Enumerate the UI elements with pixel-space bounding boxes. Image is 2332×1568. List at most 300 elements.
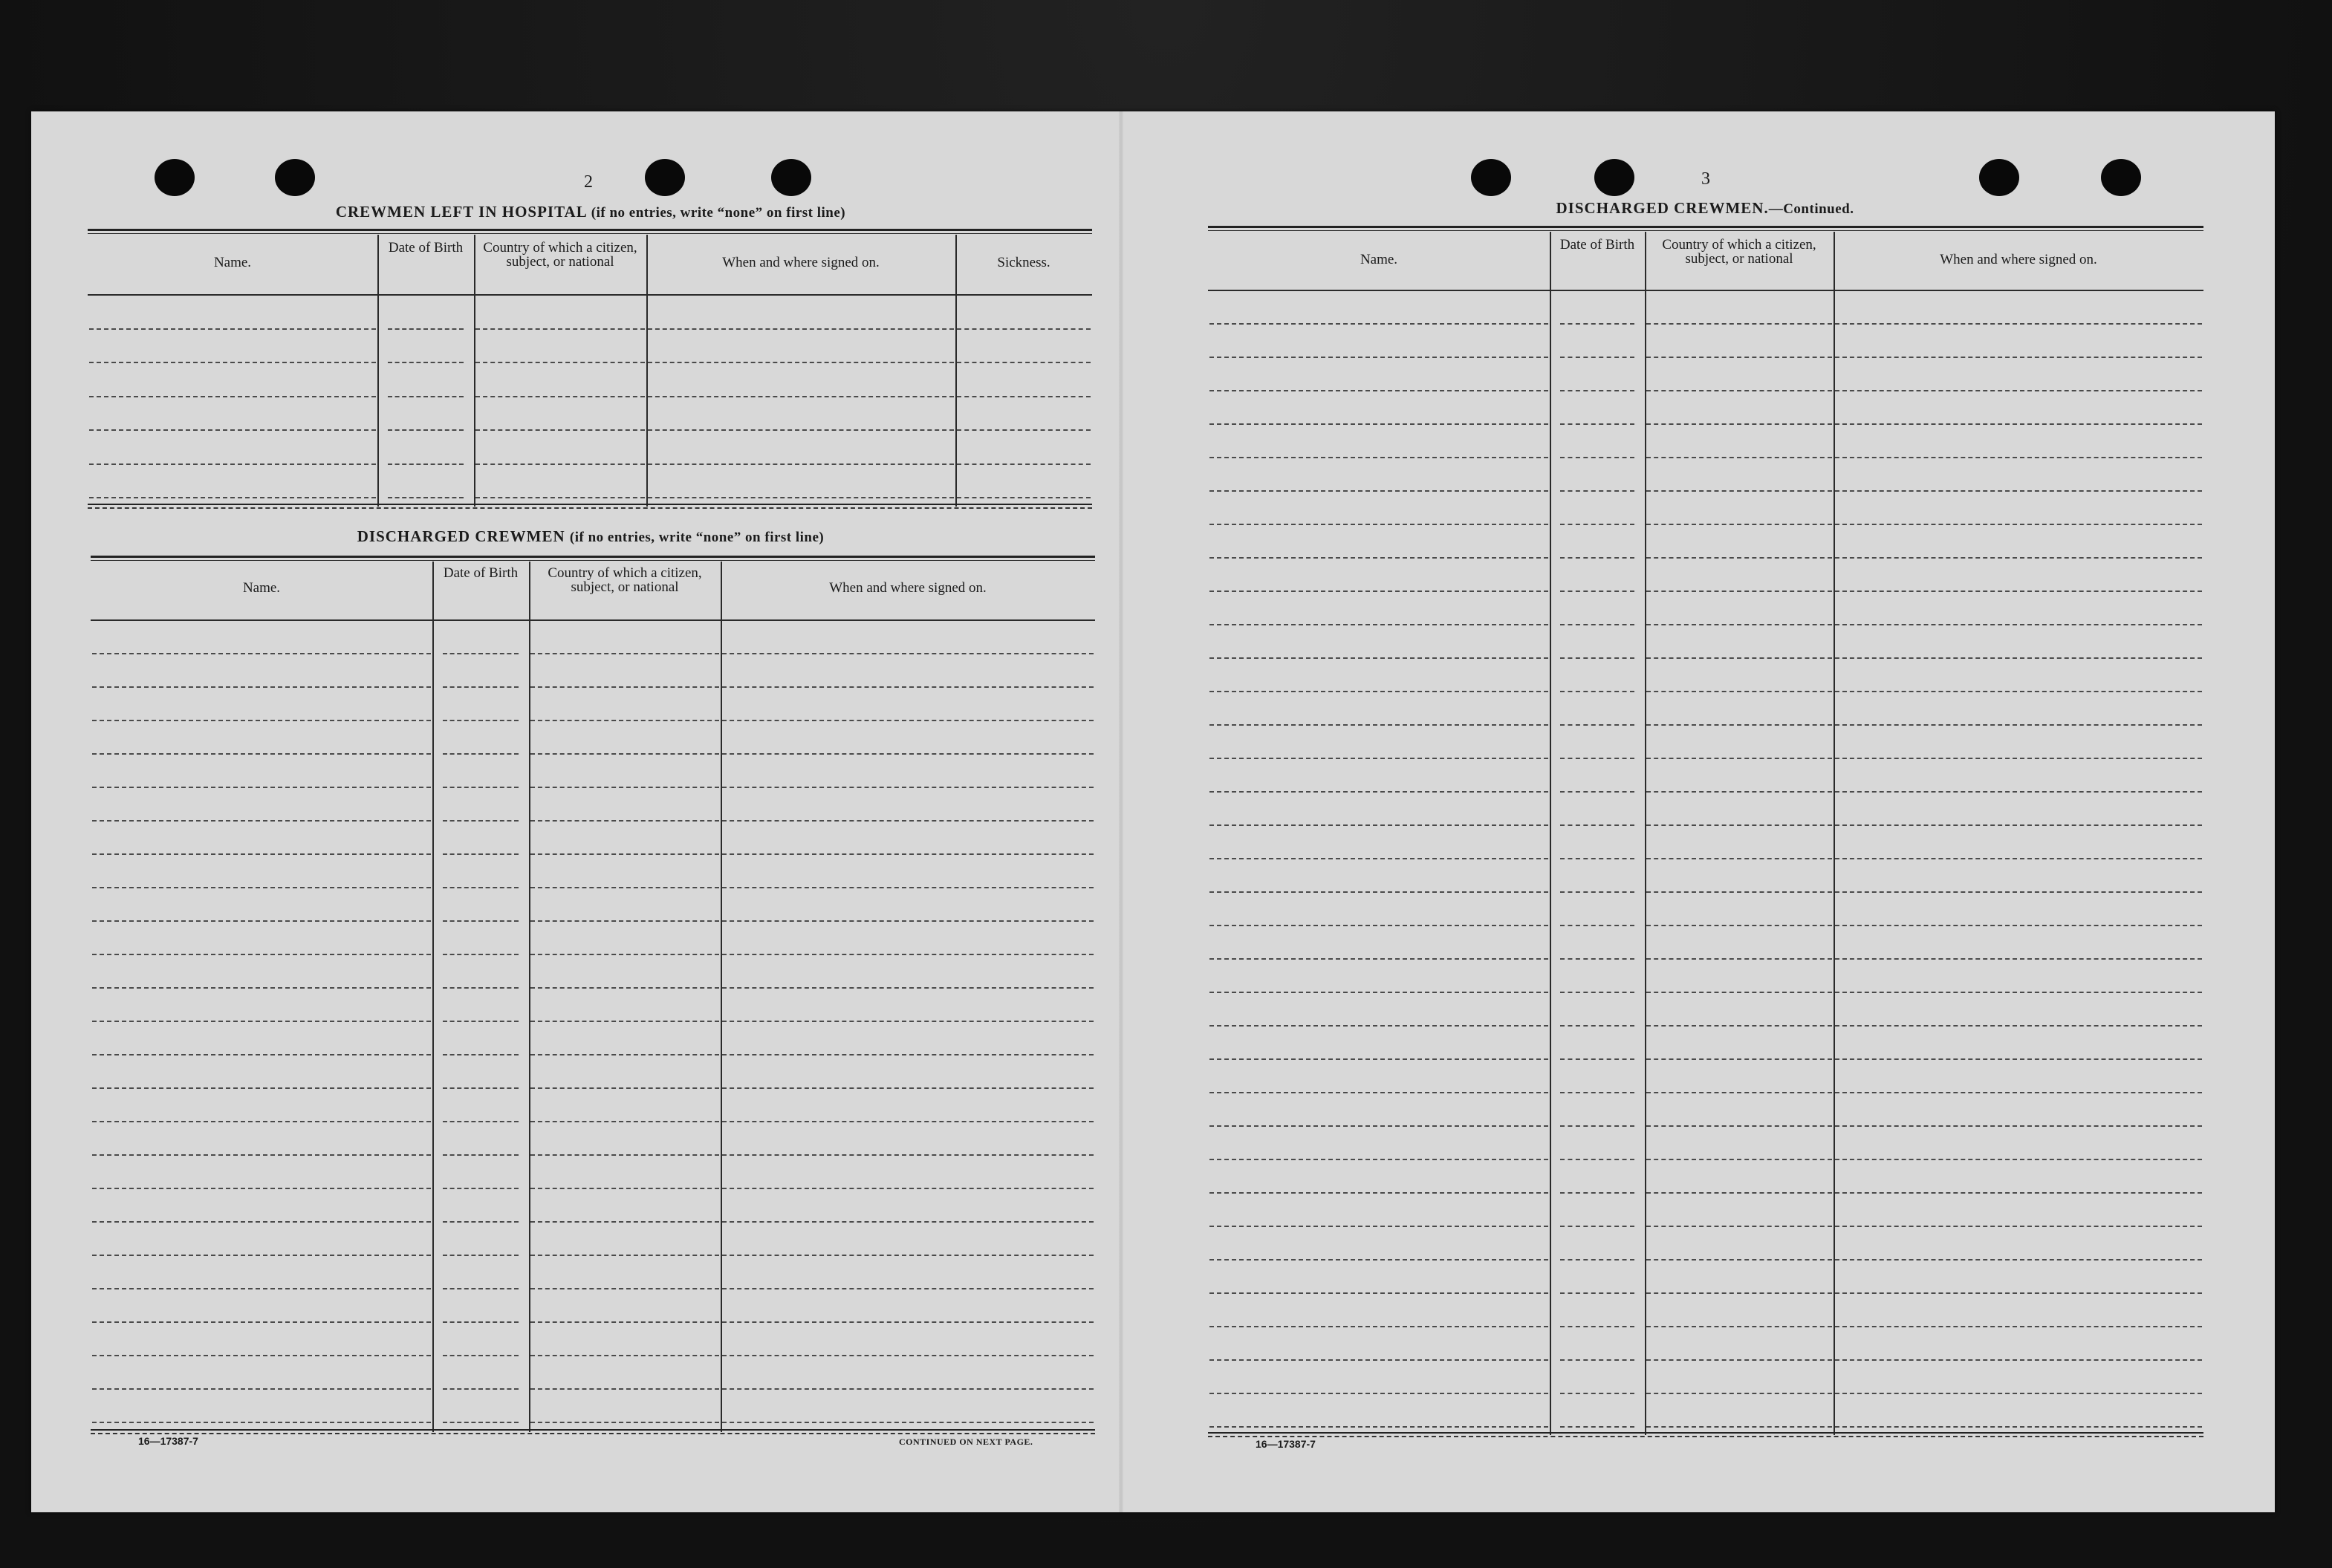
column-header-signed-on: When and where signed on. (1940, 252, 2097, 267)
entry-line[interactable] (722, 853, 1094, 855)
entry-line[interactable] (1835, 1058, 2202, 1060)
entry-line[interactable] (1646, 1025, 1832, 1027)
entry-line[interactable] (1646, 824, 1832, 826)
entry-line[interactable] (475, 328, 645, 330)
entry-line[interactable] (1209, 1359, 1548, 1361)
entry-line[interactable] (92, 1321, 431, 1323)
entry-line[interactable] (1646, 490, 1832, 492)
entry-line[interactable] (443, 954, 519, 955)
entry-line[interactable] (1560, 457, 1634, 458)
entry-line[interactable] (475, 396, 645, 397)
entry-line[interactable] (530, 1087, 719, 1089)
entry-line[interactable] (92, 686, 431, 688)
entry-line[interactable] (388, 497, 464, 498)
entry-line[interactable] (443, 1355, 519, 1356)
entry-line[interactable] (443, 1021, 519, 1022)
entry-line[interactable] (475, 463, 645, 465)
entry-line[interactable] (1209, 1125, 1548, 1127)
entry-line[interactable] (722, 686, 1094, 688)
entry-line[interactable] (1560, 1058, 1634, 1060)
column-divider (1834, 232, 1835, 1435)
entry-line[interactable] (1560, 423, 1634, 425)
entry-line[interactable] (92, 787, 431, 788)
entry-line[interactable] (1835, 992, 2202, 993)
entry-line[interactable] (443, 1255, 519, 1256)
entry-line[interactable] (1209, 791, 1548, 793)
entry-line[interactable] (530, 987, 719, 989)
entry-line[interactable] (1560, 1292, 1634, 1294)
continued-title-text: DISCHARGED CREWMEN. (1556, 199, 1769, 217)
entry-line[interactable] (1209, 557, 1548, 559)
column-divider (955, 235, 957, 507)
entry-line[interactable] (443, 686, 519, 688)
entry-line[interactable] (1646, 691, 1832, 692)
entry-line[interactable] (1560, 858, 1634, 859)
entry-line[interactable] (722, 787, 1094, 788)
entry-line[interactable] (1835, 958, 2202, 960)
entry-line[interactable] (1835, 858, 2202, 859)
entry-line[interactable] (1646, 791, 1832, 793)
entry-line[interactable] (1209, 1326, 1548, 1327)
entry-line[interactable] (1646, 992, 1832, 993)
entry-line[interactable] (722, 1355, 1094, 1356)
entry-line[interactable] (92, 720, 431, 721)
entry-line[interactable] (1646, 1359, 1832, 1361)
hospital-title-note: (if no entries, write “none” on first line) (591, 205, 846, 221)
entry-line[interactable] (530, 653, 719, 654)
entry-line[interactable] (388, 463, 464, 465)
entry-line[interactable] (1560, 1125, 1634, 1127)
entry-line[interactable] (92, 1154, 431, 1156)
column-header-sickness: Sickness. (997, 255, 1050, 270)
entry-line[interactable] (722, 1121, 1094, 1122)
entry-line[interactable] (1835, 791, 2202, 793)
entry-line[interactable] (89, 362, 376, 363)
entry-line[interactable] (1835, 824, 2202, 826)
entry-line[interactable] (530, 887, 719, 888)
entry-line[interactable] (1560, 1192, 1634, 1194)
entry-line[interactable] (1835, 1326, 2202, 1327)
entry-line[interactable] (1560, 891, 1634, 893)
entry-line[interactable] (1646, 557, 1832, 559)
entry-line[interactable] (1835, 557, 2202, 559)
entry-line[interactable] (92, 920, 431, 922)
entry-line[interactable] (92, 653, 431, 654)
entry-line[interactable] (1835, 925, 2202, 926)
entry-line[interactable] (1209, 390, 1548, 391)
header-underline (88, 294, 1092, 296)
entry-line[interactable] (475, 429, 645, 431)
entry-line[interactable] (1835, 1125, 2202, 1127)
entry-line[interactable] (722, 653, 1094, 654)
entry-line[interactable] (722, 1154, 1094, 1156)
entry-line[interactable] (1646, 724, 1832, 726)
hospital-section-title (89, 203, 1092, 221)
entry-line[interactable] (1560, 524, 1634, 525)
discharged-title-note: (if no entries, write “none” on first line) (569, 530, 825, 545)
entry-line[interactable] (89, 429, 376, 431)
continued-title-note: —Continued. (1768, 201, 1854, 217)
entry-line[interactable] (1209, 423, 1548, 425)
entry-line[interactable] (530, 753, 719, 755)
discharged-continued-title (1211, 199, 2199, 218)
entry-line[interactable] (1646, 457, 1832, 458)
entry-line[interactable] (1646, 925, 1832, 926)
entry-line[interactable] (1560, 1025, 1634, 1027)
entry-line[interactable] (92, 1188, 431, 1189)
entry-line[interactable] (443, 1121, 519, 1122)
entry-line[interactable] (1209, 1025, 1548, 1027)
entry-line[interactable] (530, 1355, 719, 1356)
entry-line[interactable] (1835, 1393, 2202, 1394)
entry-line[interactable] (648, 463, 954, 465)
entry-line[interactable] (443, 853, 519, 855)
entry-line[interactable] (1209, 1226, 1548, 1227)
column-header-country: Country of which a citizen, subject, or national (483, 240, 637, 270)
entry-line[interactable] (1209, 1259, 1548, 1260)
entry-line[interactable] (1209, 457, 1548, 458)
entry-line[interactable] (722, 1388, 1094, 1390)
table-bottom-rule (88, 504, 1092, 509)
entry-line[interactable] (443, 1054, 519, 1055)
entry-line[interactable] (92, 1422, 431, 1423)
entry-line[interactable] (1646, 591, 1832, 592)
entry-line[interactable] (1835, 1259, 2202, 1260)
entry-line[interactable] (722, 753, 1094, 755)
header-underline (1208, 290, 2203, 291)
entry-line[interactable] (1209, 1058, 1548, 1060)
entry-line[interactable] (957, 328, 1091, 330)
entry-line[interactable] (722, 1221, 1094, 1223)
column-header-signed-on: When and where signed on. (722, 255, 880, 270)
entry-line[interactable] (530, 1388, 719, 1390)
entry-line[interactable] (92, 1221, 431, 1223)
entry-line[interactable] (1209, 691, 1548, 692)
entry-line[interactable] (1560, 357, 1634, 358)
entry-line[interactable] (957, 362, 1091, 363)
entry-line[interactable] (530, 853, 719, 855)
entry-line[interactable] (1560, 1259, 1634, 1260)
entry-line[interactable] (89, 463, 376, 465)
discharged-section-title (89, 527, 1092, 546)
column-divider (646, 235, 648, 507)
entry-line[interactable] (1835, 657, 2202, 659)
entry-line[interactable] (1646, 357, 1832, 358)
entry-line[interactable] (443, 920, 519, 922)
entry-line[interactable] (648, 328, 954, 330)
entry-line[interactable] (1560, 925, 1634, 926)
entry-line[interactable] (1560, 758, 1634, 759)
entry-line[interactable] (1560, 1226, 1634, 1227)
entry-line[interactable] (1560, 490, 1634, 492)
entry-line[interactable] (1209, 992, 1548, 993)
entry-line[interactable] (92, 887, 431, 888)
entry-line[interactable] (648, 362, 954, 363)
entry-line[interactable] (1835, 390, 2202, 391)
entry-line[interactable] (1209, 323, 1548, 325)
entry-line[interactable] (443, 1388, 519, 1390)
entry-line[interactable] (722, 1288, 1094, 1289)
entry-line[interactable] (92, 1388, 431, 1390)
entry-line[interactable] (1560, 1426, 1634, 1428)
entry-line[interactable] (443, 1154, 519, 1156)
entry-line[interactable] (530, 686, 719, 688)
entry-line[interactable] (443, 1422, 519, 1423)
entry-line[interactable] (1835, 1025, 2202, 1027)
entry-line[interactable] (722, 1054, 1094, 1055)
entry-line[interactable] (1835, 423, 2202, 425)
entry-line[interactable] (443, 753, 519, 755)
entry-line[interactable] (1835, 1092, 2202, 1093)
punch-hole (2101, 159, 2141, 196)
entry-line[interactable] (1646, 624, 1832, 625)
entry-line[interactable] (1209, 1092, 1548, 1093)
entry-line[interactable] (1835, 457, 2202, 458)
entry-line[interactable] (1835, 891, 2202, 893)
entry-line[interactable] (957, 497, 1091, 498)
entry-line[interactable] (1835, 357, 2202, 358)
punch-hole (1471, 159, 1511, 196)
entry-line[interactable] (957, 429, 1091, 431)
entry-line[interactable] (1646, 423, 1832, 425)
entry-line[interactable] (1560, 591, 1634, 592)
entry-line[interactable] (443, 987, 519, 989)
entry-line[interactable] (388, 396, 464, 397)
entry-line[interactable] (1560, 1393, 1634, 1394)
entry-line[interactable] (1209, 490, 1548, 492)
entry-line[interactable] (443, 1188, 519, 1189)
entry-line[interactable] (1646, 958, 1832, 960)
column-header-date-of-birth: Date of Birth (1559, 237, 1635, 253)
entry-line[interactable] (443, 653, 519, 654)
punch-hole (1594, 159, 1634, 196)
entry-line[interactable] (530, 920, 719, 922)
entry-line[interactable] (1646, 323, 1832, 325)
entry-line[interactable] (1209, 724, 1548, 726)
entry-line[interactable] (475, 362, 645, 363)
entry-line[interactable] (1646, 1393, 1832, 1394)
entry-line[interactable] (648, 429, 954, 431)
entry-line[interactable] (1835, 1226, 2202, 1227)
entry-line[interactable] (388, 362, 464, 363)
punch-hole (155, 159, 195, 196)
column-divider (529, 562, 530, 1432)
entry-line[interactable] (1560, 1092, 1634, 1093)
entry-line[interactable] (1835, 323, 2202, 325)
entry-line[interactable] (1209, 824, 1548, 826)
entry-line[interactable] (1835, 624, 2202, 625)
entry-line[interactable] (722, 887, 1094, 888)
column-divider (1550, 232, 1551, 1435)
entry-line[interactable] (1560, 323, 1634, 325)
entry-line[interactable] (1646, 1259, 1832, 1260)
entry-line[interactable] (1835, 1426, 2202, 1428)
entry-line[interactable] (722, 954, 1094, 955)
entry-line[interactable] (1209, 1292, 1548, 1294)
entry-line[interactable] (1209, 357, 1548, 358)
entry-line[interactable] (530, 1221, 719, 1223)
entry-line[interactable] (92, 1121, 431, 1122)
table-bottom-rule (1208, 1432, 2203, 1437)
entry-line[interactable] (443, 1321, 519, 1323)
entry-line[interactable] (443, 787, 519, 788)
entry-line[interactable] (1835, 1159, 2202, 1160)
entry-line[interactable] (1209, 1159, 1548, 1160)
entry-line[interactable] (722, 1422, 1094, 1423)
entry-line[interactable] (530, 1054, 719, 1055)
table-bottom-rule (91, 1429, 1095, 1434)
entry-line[interactable] (92, 1288, 431, 1289)
entry-line[interactable] (1646, 657, 1832, 659)
entry-line[interactable] (1646, 1125, 1832, 1127)
column-divider (432, 562, 434, 1432)
entry-line[interactable] (92, 1355, 431, 1356)
entry-line[interactable] (1560, 1326, 1634, 1327)
entry-line[interactable] (1560, 958, 1634, 960)
column-header-country: Country of which a citizen, subject, or national (548, 565, 702, 595)
entry-line[interactable] (1646, 758, 1832, 759)
entry-line[interactable] (443, 1221, 519, 1223)
entry-line[interactable] (1835, 691, 2202, 692)
entry-line[interactable] (89, 497, 376, 498)
entry-line[interactable] (1560, 1359, 1634, 1361)
column-header-name: Name. (213, 255, 252, 270)
entry-line[interactable] (92, 820, 431, 822)
entry-line[interactable] (1560, 657, 1634, 659)
entry-line[interactable] (1209, 524, 1548, 525)
entry-line[interactable] (1560, 724, 1634, 726)
entry-line[interactable] (957, 396, 1091, 397)
punch-hole (645, 159, 685, 196)
entry-line[interactable] (1646, 390, 1832, 391)
entry-line[interactable] (530, 1121, 719, 1122)
entry-line[interactable] (1646, 1226, 1832, 1227)
entry-line[interactable] (1835, 1292, 2202, 1294)
entry-line[interactable] (92, 1054, 431, 1055)
entry-line[interactable] (1646, 1292, 1832, 1294)
entry-line[interactable] (722, 720, 1094, 721)
entry-line[interactable] (1835, 490, 2202, 492)
entry-line[interactable] (89, 328, 376, 330)
entry-line[interactable] (1209, 624, 1548, 625)
entry-line[interactable] (1646, 1092, 1832, 1093)
entry-line[interactable] (1209, 858, 1548, 859)
entry-line[interactable] (92, 1255, 431, 1256)
column-divider (474, 235, 475, 507)
entry-line[interactable] (1560, 557, 1634, 559)
entry-line[interactable] (530, 787, 719, 788)
column-header-name: Name. (1360, 252, 1398, 267)
entry-line[interactable] (1646, 1326, 1832, 1327)
entry-line[interactable] (1835, 591, 2202, 592)
entry-line[interactable] (388, 429, 464, 431)
entry-line[interactable] (92, 853, 431, 855)
entry-line[interactable] (1209, 591, 1548, 592)
entry-line[interactable] (530, 1288, 719, 1289)
entry-line[interactable] (1209, 925, 1548, 926)
entry-line[interactable] (92, 1021, 431, 1022)
entry-line[interactable] (648, 497, 954, 498)
entry-line[interactable] (443, 820, 519, 822)
punch-hole (275, 159, 315, 196)
entry-line[interactable] (92, 954, 431, 955)
entry-line[interactable] (1560, 992, 1634, 993)
entry-line[interactable] (722, 920, 1094, 922)
discharged-title-text: DISCHARGED CREWMEN (357, 527, 565, 545)
entry-line[interactable] (1835, 1359, 2202, 1361)
entry-line[interactable] (1209, 1192, 1548, 1194)
entry-line[interactable] (1835, 524, 2202, 525)
entry-line[interactable] (1835, 758, 2202, 759)
entry-line[interactable] (530, 1321, 719, 1323)
entry-line[interactable] (89, 396, 376, 397)
entry-line[interactable] (1646, 891, 1832, 893)
entry-line[interactable] (1209, 958, 1548, 960)
entry-line[interactable] (92, 753, 431, 755)
entry-line[interactable] (530, 1154, 719, 1156)
entry-line[interactable] (530, 1021, 719, 1022)
entry-line[interactable] (1209, 1426, 1548, 1428)
entry-line[interactable] (1835, 724, 2202, 726)
entry-line[interactable] (443, 1288, 519, 1289)
entry-line[interactable] (648, 396, 954, 397)
entry-line[interactable] (388, 328, 464, 330)
entry-line[interactable] (722, 820, 1094, 822)
entry-line[interactable] (1646, 524, 1832, 525)
entry-line[interactable] (1560, 791, 1634, 793)
punch-hole (1979, 159, 2019, 196)
entry-line[interactable] (722, 1321, 1094, 1323)
entry-line[interactable] (530, 1188, 719, 1189)
entry-line[interactable] (92, 987, 431, 989)
entry-line[interactable] (722, 987, 1094, 989)
entry-line[interactable] (92, 1087, 431, 1089)
entry-line[interactable] (1646, 1426, 1832, 1428)
entry-line[interactable] (1209, 1393, 1548, 1394)
entry-line[interactable] (1560, 691, 1634, 692)
entry-line[interactable] (1209, 758, 1548, 759)
entry-line[interactable] (443, 720, 519, 721)
page-number-right: 3 (1701, 169, 1710, 189)
entry-line[interactable] (1560, 824, 1634, 826)
entry-line[interactable] (1835, 1192, 2202, 1194)
entry-line[interactable] (957, 463, 1091, 465)
entry-line[interactable] (1646, 1192, 1832, 1194)
entry-line[interactable] (530, 820, 719, 822)
entry-line[interactable] (722, 1188, 1094, 1189)
entry-line[interactable] (1646, 1058, 1832, 1060)
entry-line[interactable] (1560, 1159, 1634, 1160)
entry-line[interactable] (722, 1255, 1094, 1256)
form-number-right: 16—17387-7 (1256, 1438, 1316, 1450)
entry-line[interactable] (530, 1255, 719, 1256)
entry-line[interactable] (1646, 858, 1832, 859)
entry-line[interactable] (1560, 624, 1634, 625)
entry-line[interactable] (475, 497, 645, 498)
entry-line[interactable] (722, 1021, 1094, 1022)
entry-line[interactable] (722, 1087, 1094, 1089)
entry-line[interactable] (1209, 657, 1548, 659)
entry-line[interactable] (530, 954, 719, 955)
entry-line[interactable] (530, 720, 719, 721)
entry-line[interactable] (1209, 891, 1548, 893)
entry-line[interactable] (1560, 390, 1634, 391)
entry-line[interactable] (1646, 1159, 1832, 1160)
entry-line[interactable] (443, 887, 519, 888)
column-divider (1645, 232, 1646, 1435)
entry-line[interactable] (530, 1422, 719, 1423)
entry-line[interactable] (443, 1087, 519, 1089)
